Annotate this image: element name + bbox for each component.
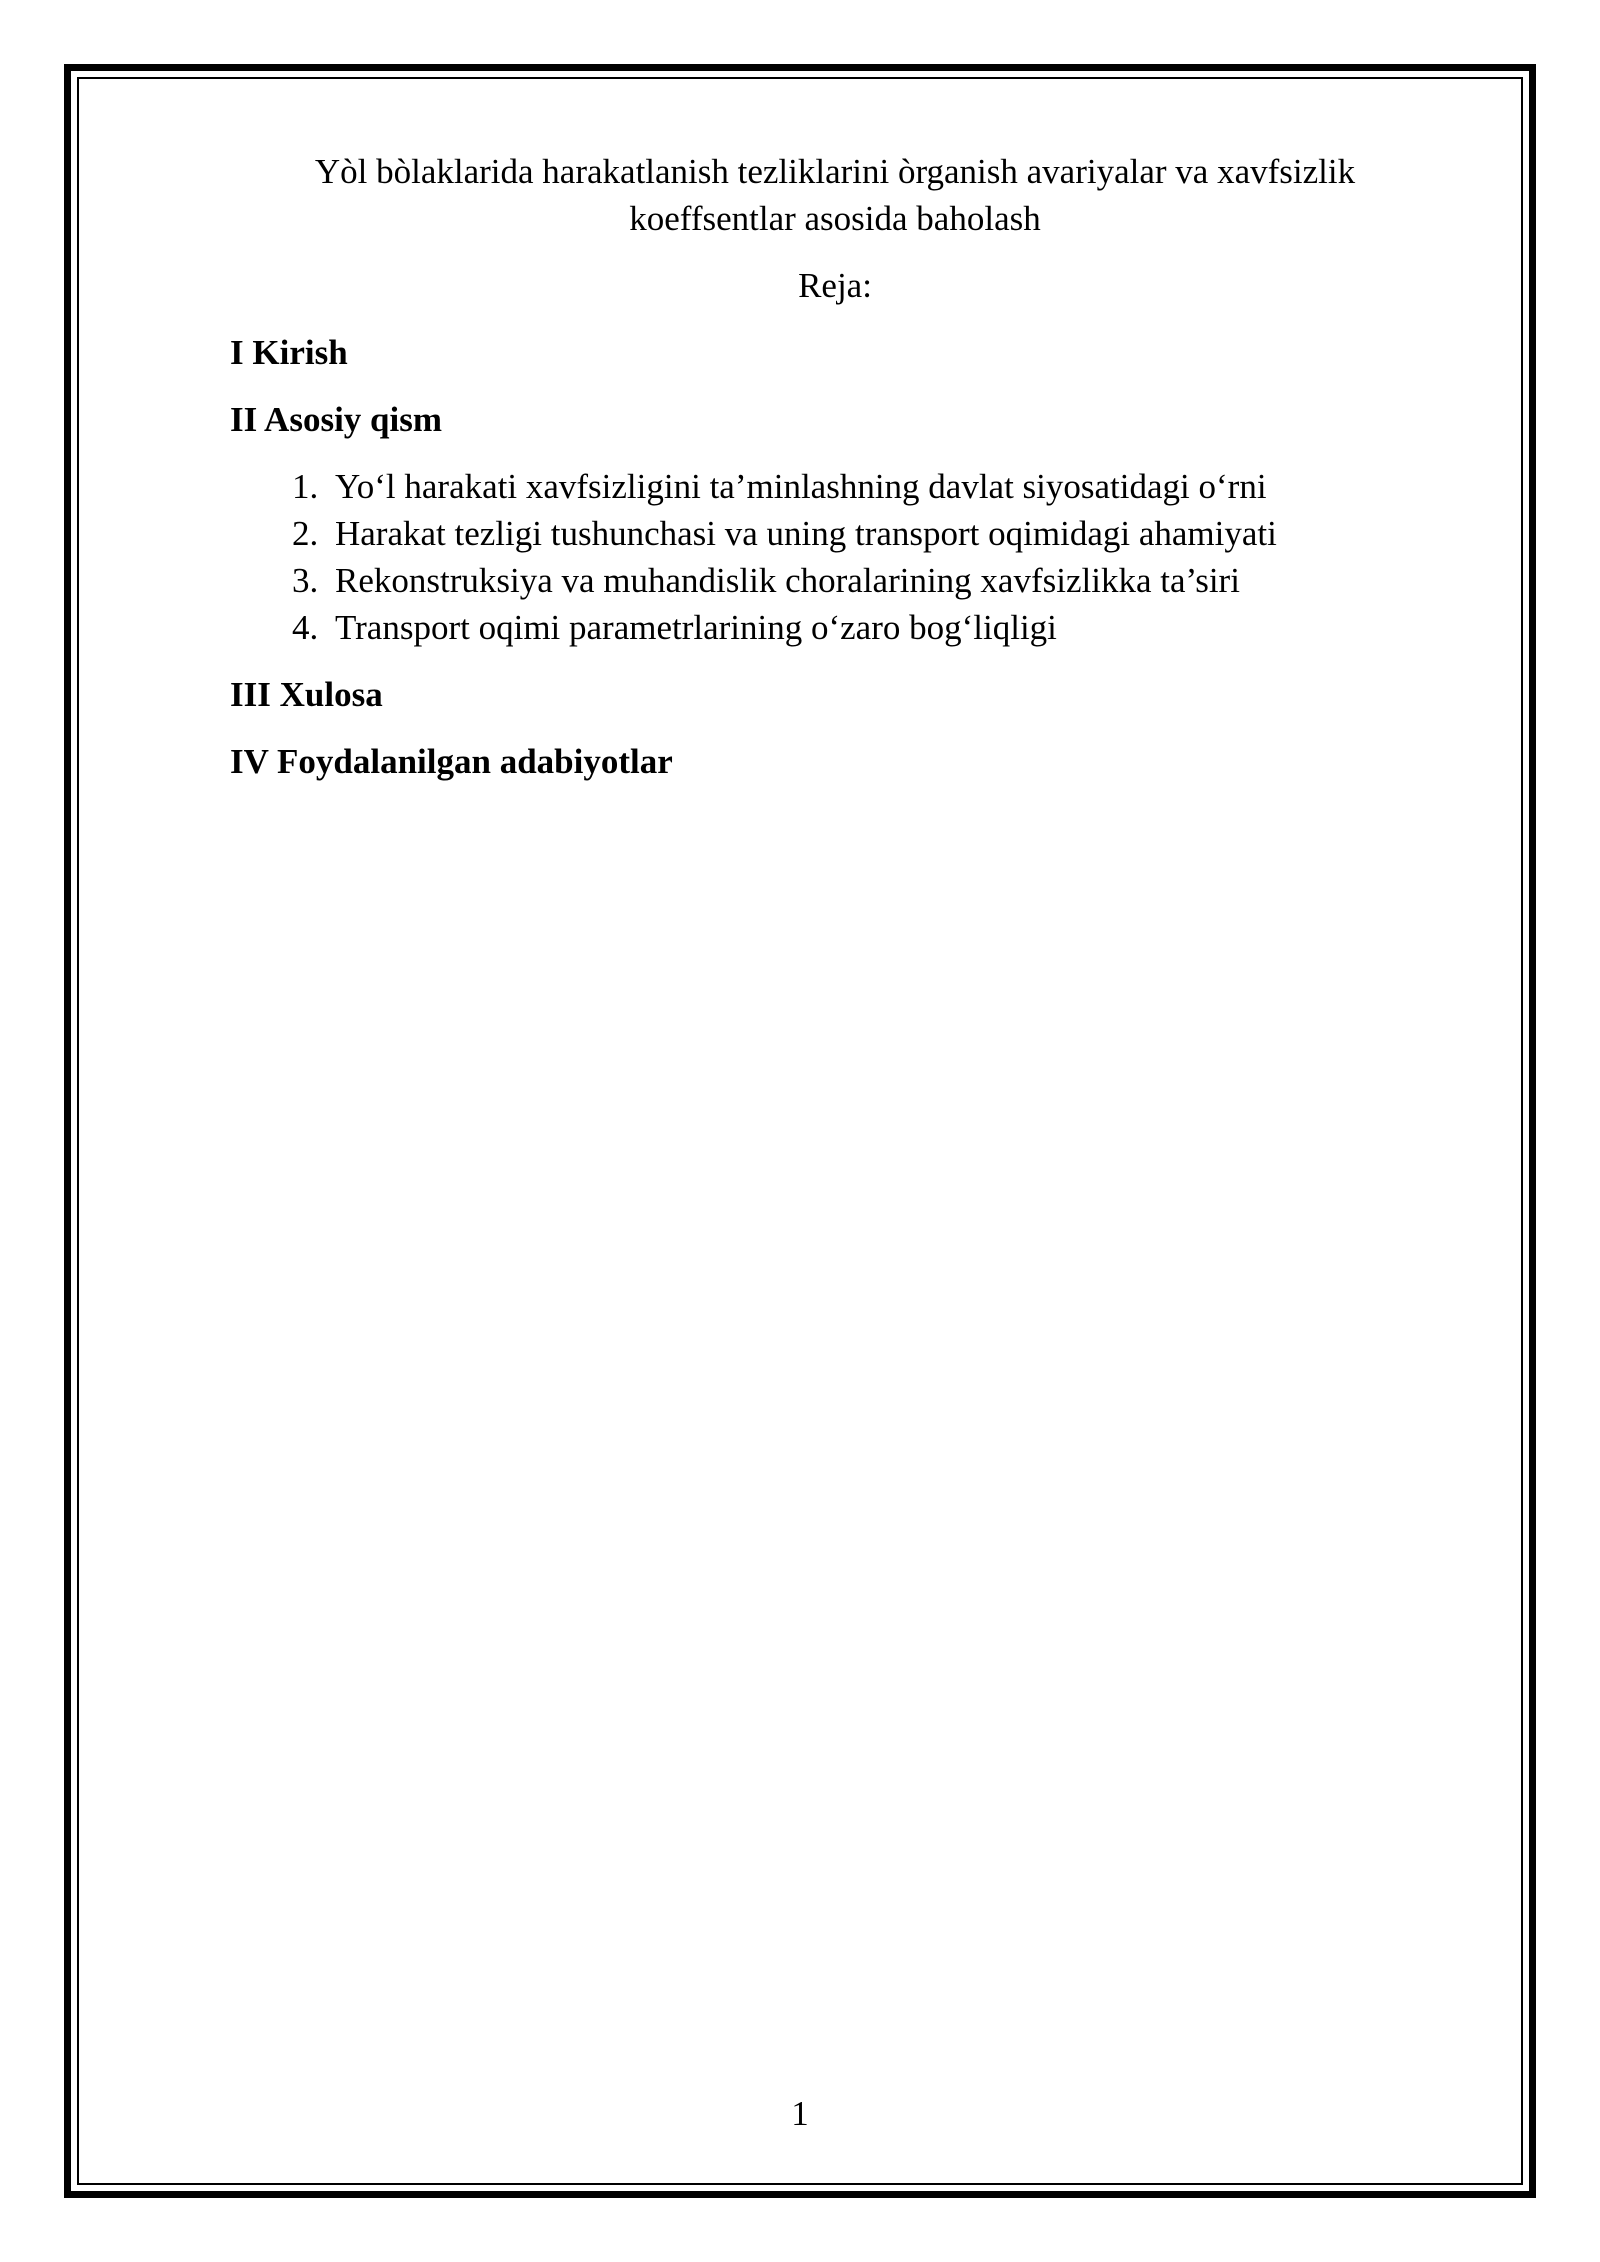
document-body <box>230 148 1440 785</box>
section-conclusion: III Xulosa <box>230 675 383 714</box>
section-main-part: II Asosiy qism <box>230 400 443 439</box>
page-number: 1 <box>791 2094 809 2133</box>
list-item: 3. Rekonstruksiya va muhandislik choralarining xavfsizlikka ta’siri <box>327 557 1440 604</box>
list-item: 4. Transport oqimi parametrlarining o‘zaro bog‘liqligi <box>327 604 1440 651</box>
section-introduction: I Kirish <box>230 333 348 372</box>
list-item: 1. Yo‘l harakati xavfsizligini ta’minlashning davlat siyosatidagi o‘rni <box>327 463 1440 510</box>
section-references: IV Foydalanilgan adabiyotlar <box>230 742 673 781</box>
document-title: Yòl bòlaklarida harakatlanish tezliklarini òrganish avariyalar va xavfsizlik koeffsentlar asosida baholash <box>314 152 1356 238</box>
main-part-list <box>230 463 1440 651</box>
list-item: 2. Harakat tezligi tushunchasi va uning transport oqimidagi ahamiyati <box>327 510 1440 557</box>
plan-heading: Reja: <box>798 266 872 305</box>
